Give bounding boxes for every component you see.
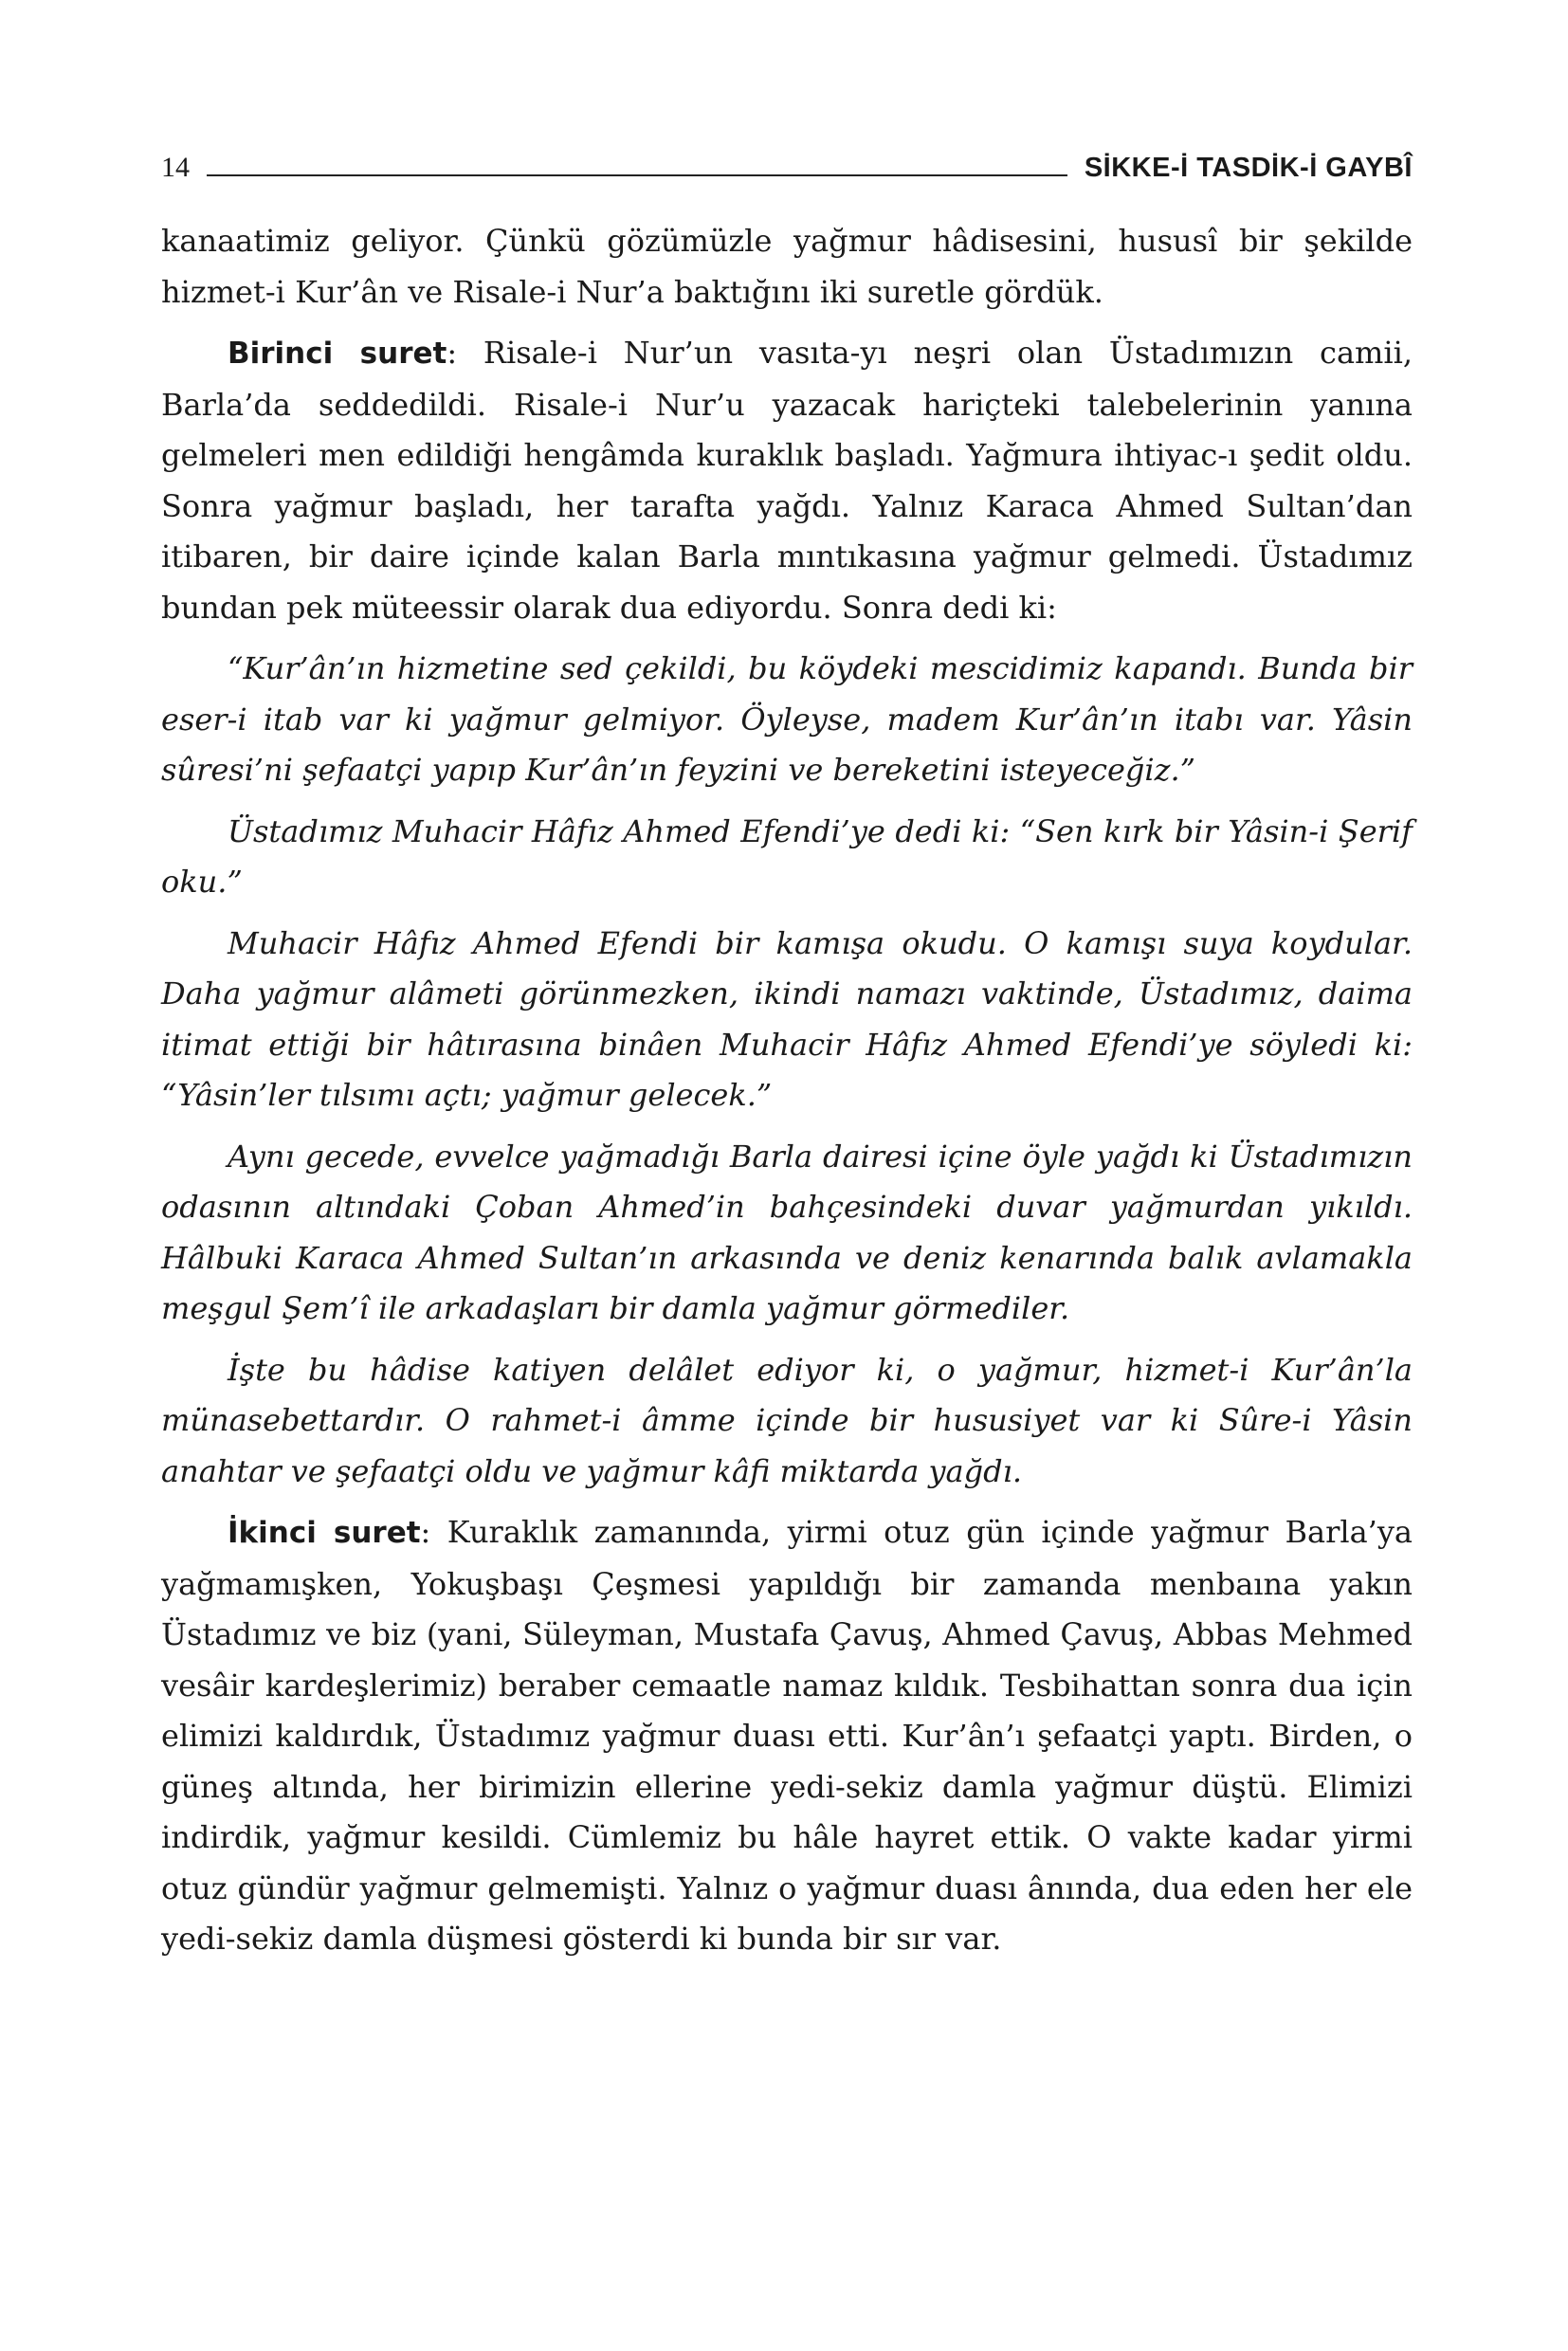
running-header	[161, 133, 1413, 182]
paragraph-text: : Kuraklık zamanında, yirmi otuz gün içinde yağmur Barla’ya yağmamışken, Yokuşbaşı Çeşmesi yapıldığı bir zamanda menbaına yakın Üstadımız ve biz (yani, Süleyman, Mustafa Çavuş, Ahmed Çavuş, Abbas Mehmed vesâir kardeşlerimiz) beraber cemaatle namaz kıldık. Tesbihattan sonra dua için elimizi kaldırdık, Üstadımız yağmur duası etti. Kur’ân’ı şefaatçi yaptı. Birden, o güneş altında, her birimizin ellerine yedi-sekiz damla yağmur düştü. Elimizi indirdik, yağmur kesildi. Cümlemiz bu hâle hayret ettik. O vakte kadar yirmi otuz gündür yağmur gelmemişti. Yalnız o yağmur duası ânında, dua eden her ele yedi-sekiz damla düşmesi gösterdi ki bunda bir sır var.	[161, 1514, 1413, 1957]
quotation-paragraph	[161, 919, 1413, 1121]
paragraph-text: “Kur’ân’ın hizmetine sed çekildi, bu köydeki mescidimiz kapandı. Bunda bir eser-i itab var ki yağmur gelmiyor. Öyleyse, madem Kur’ân’ın itabı var. Yâsin sûresi’ni şefaatçi yapıp Kur’ân’ın feyzini ve bereketini isteyeceğiz.”	[161, 650, 1413, 788]
paragraph-text: Aynı gecede, evvelce yağmadığı Barla dairesi içine öyle yağdı ki Üstadımızın odasının altındaki Çoban Ahmed’in bahçesindeki duvar yağmurdan yıkıldı. Hâlbuki Karaca Ahmed Sultan’ın arkasında ve deniz kenarında balık avlamakla meşgul Şem’î ile arkadaşları bir damla yağmur görmediler.	[161, 1138, 1413, 1326]
paragraph	[161, 1507, 1413, 1965]
quotation-paragraph	[161, 1132, 1413, 1335]
paragraph	[161, 216, 1413, 318]
page-body	[161, 216, 1413, 1965]
book-page	[161, 133, 1413, 1976]
paragraph-text: kanaatimiz geliyor. Çünkü gözümüzle yağmur hâdisesini, hususî bir şekilde hizmet-i Kur’ân ve Risale-i Nur’a baktığını iki suretle gördük.	[161, 223, 1413, 310]
paragraph-text: : Risale-i Nur’un vasıta-yı neşri olan Üstadımızın camii, Barla’da seddedildi. Risale-i Nur’u yazacak hariçteki talebelerinin yanına gelmeleri men edildiği hengâmda kuraklık başladı. Yağmura ihtiyac-ı şedit oldu. Sonra yağmur başladı, her tarafta yağdı. Yalnız Karaca Ahmed Sultan’dan itibaren, bir daire içinde kalan Barla mıntıkasına yağmur gelmedi. Üstadımız bundan pek müteessir olarak dua ediyordu. Sonra dedi ki:	[161, 335, 1413, 626]
section-label-second: İkinci suret	[228, 1516, 421, 1550]
quotation-paragraph	[161, 644, 1413, 796]
paragraph-text: İşte bu hâdise katiyen delâlet ediyor ki, o yağmur, hizmet-i Kur’ân’la münasebettardır. O rahmet-i âmme içinde bir hususiyet var ki Sûre-i Yâsin anahtar ve şefaatçi oldu ve yağmur kâfi miktarda yağdı.	[161, 1351, 1413, 1489]
page-number: 14	[161, 152, 190, 183]
paragraph-text: Üstadımız Muhacir Hâfız Ahmed Efendi’ye dedi ki: “Sen kırk bir Yâsin-i Şerif oku.”	[161, 812, 1413, 900]
header-rule	[207, 174, 1067, 176]
paragraph-text: Muhacir Hâfız Ahmed Efendi bir kamışa okudu. O kamışı suya koydular. Daha yağmur alâmeti görünmezken, ikindi namazı vaktinde, Üstadımız, daima itimat ettiği bir hâtırasına binâen Muhacir Hâfız Ahmed Efendi’ye söyledi ki: “Yâsin’ler tılsımı açtı; yağmur gelecek.”	[161, 924, 1413, 1113]
section-label-first: Birinci suret	[228, 337, 447, 371]
quotation-paragraph	[161, 1345, 1413, 1498]
book-title: SİKKE-İ TASDİK-İ GAYBÎ	[1084, 153, 1413, 183]
paragraph	[161, 328, 1413, 633]
quotation-paragraph	[161, 807, 1413, 908]
